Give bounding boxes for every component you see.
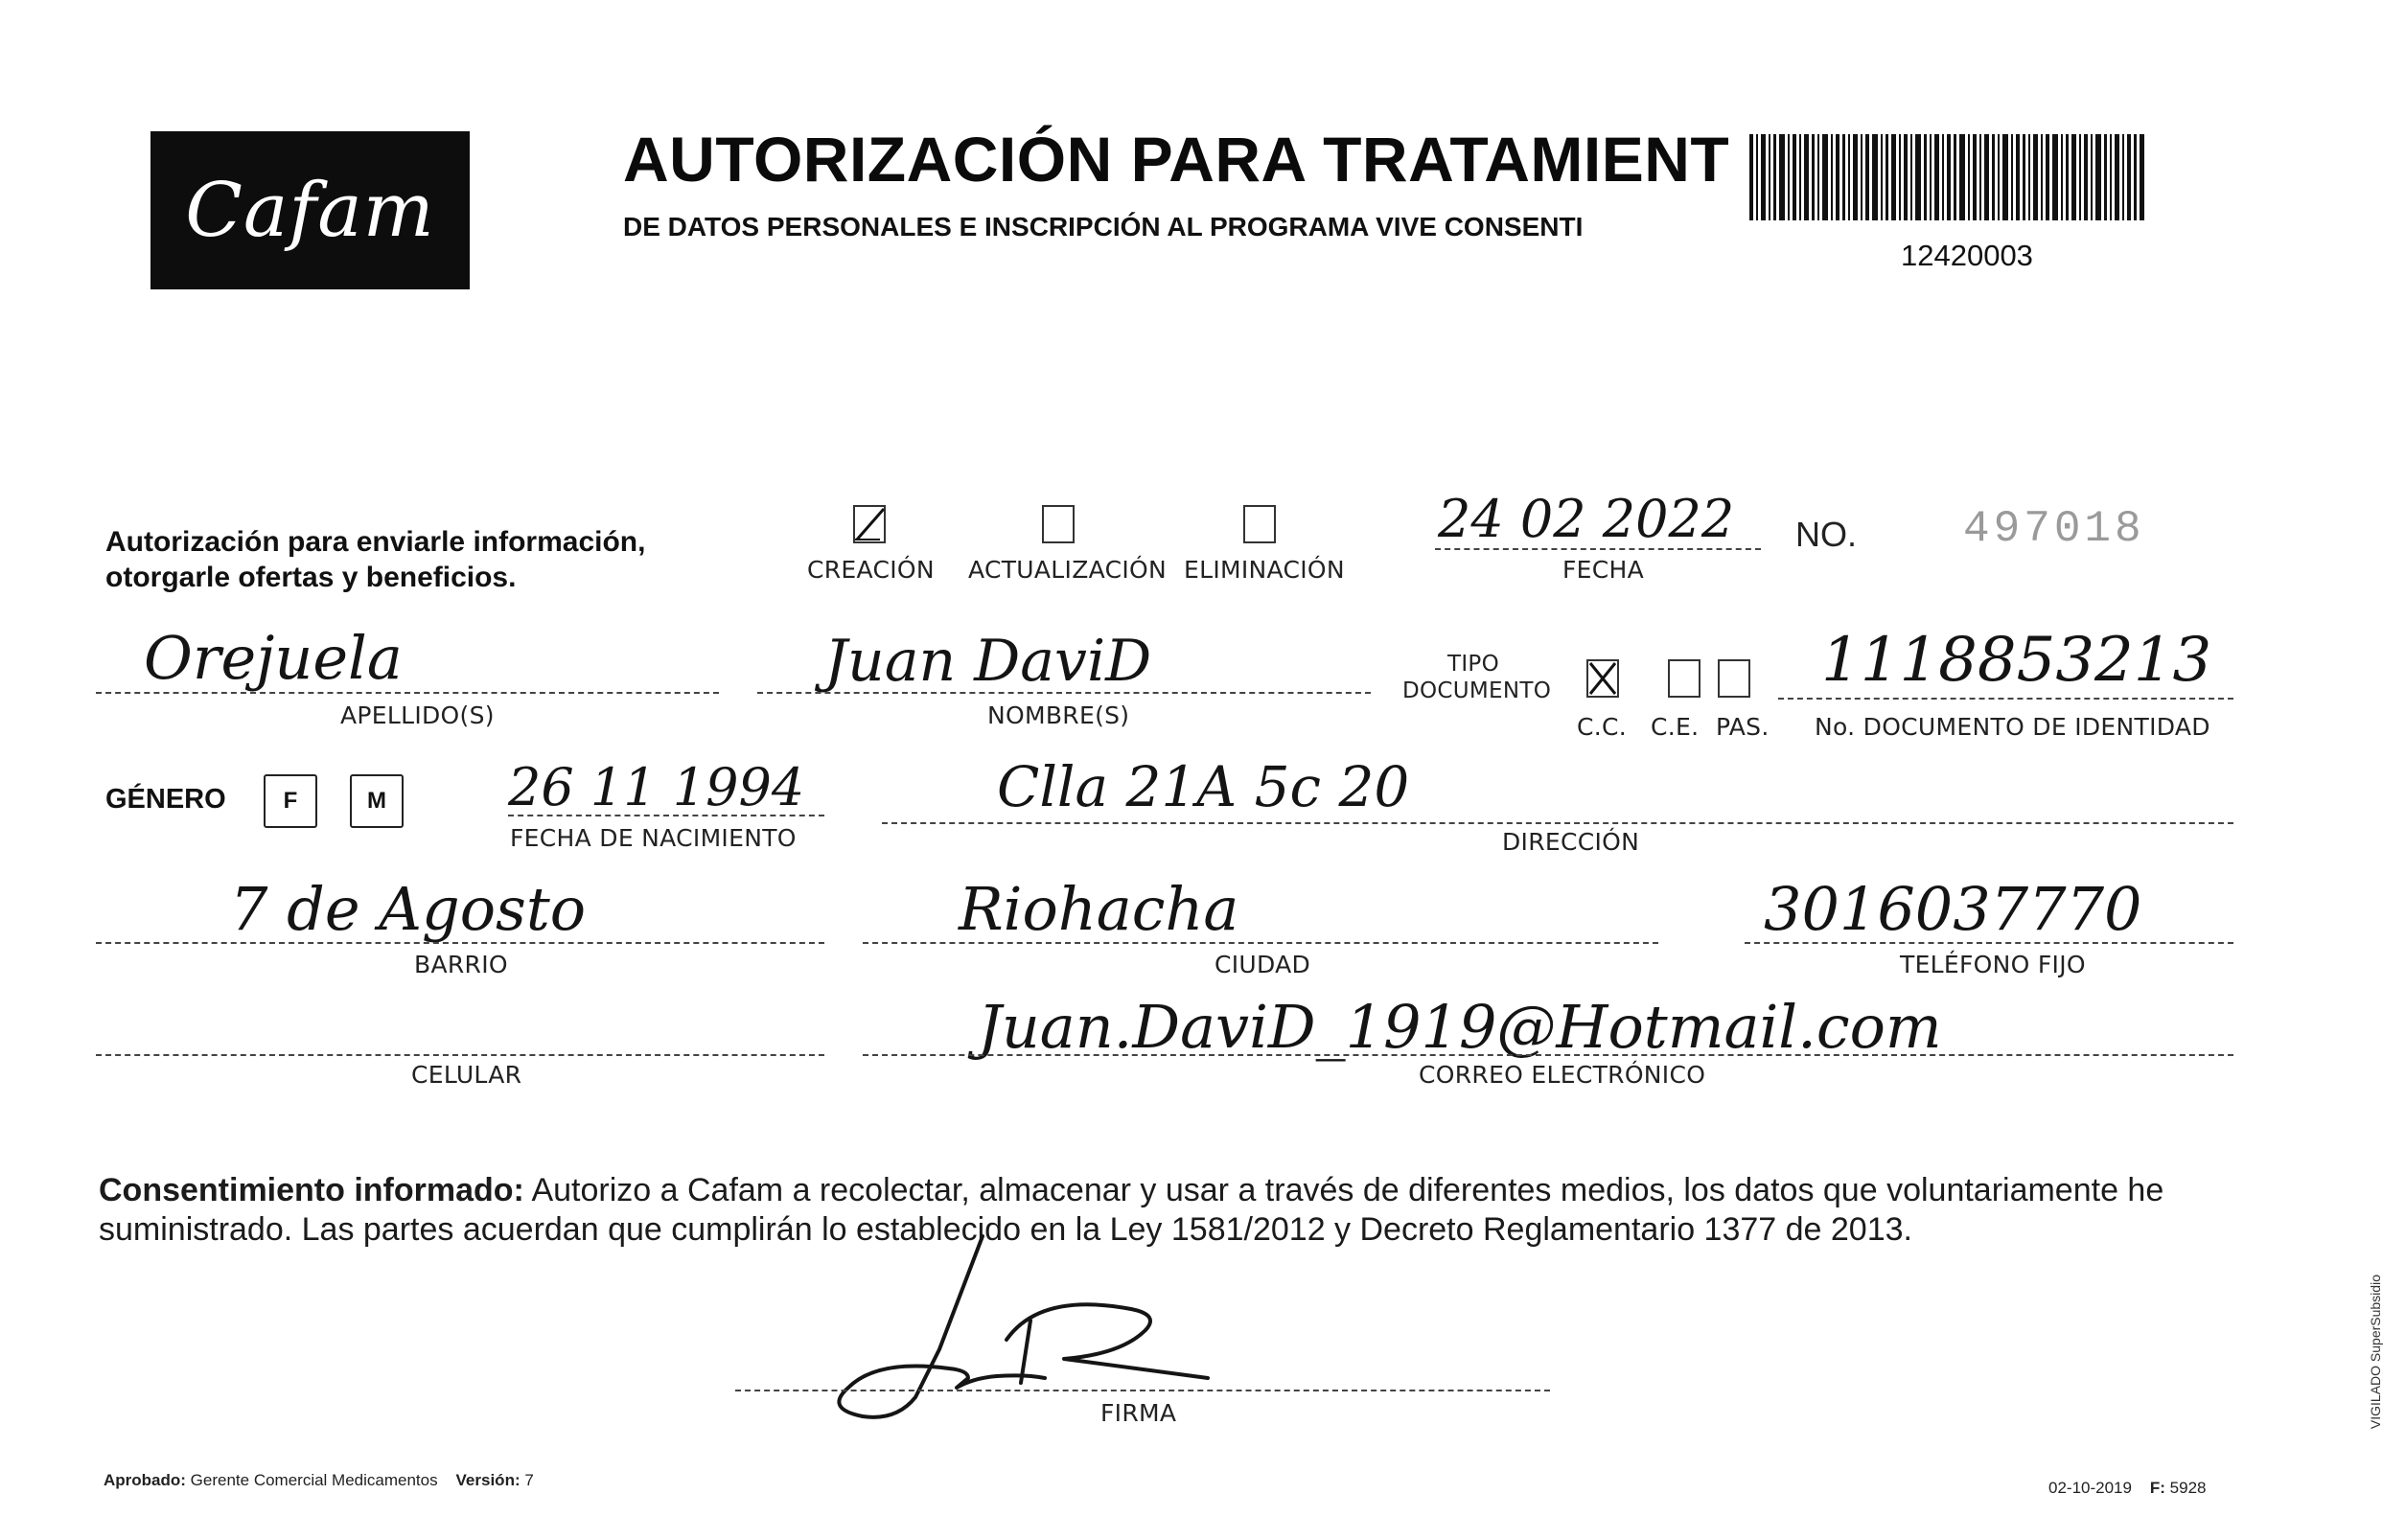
- f-value: 5928: [2169, 1479, 2207, 1497]
- consent-lead: Consentimiento informado:: [99, 1172, 524, 1208]
- city-line: [863, 942, 1658, 944]
- form-subtitle: DE DATOS PERSONALES E INSCRIPCIÓN AL PROGRAMA VIVE CONSENTI: [623, 212, 1584, 241]
- phone-label: TELÉFONO FIJO: [1900, 951, 2086, 978]
- document-number-label: No. DOCUMENTO DE IDENTIDAD: [1815, 713, 2210, 741]
- gender-label: GÉNERO: [105, 784, 226, 815]
- document-number-line: [1778, 698, 2233, 700]
- date-label: FECHA: [1562, 556, 1645, 584]
- email-label: CORREO ELECTRÓNICO: [1419, 1061, 1706, 1089]
- doc-type-cc-checkbox[interactable]: [1586, 659, 1619, 698]
- date-code: 02-10-2019: [2048, 1479, 2132, 1497]
- name-line: [757, 692, 1371, 694]
- phone-line: [1745, 942, 2233, 944]
- barcode: [1749, 134, 2144, 220]
- doc-type-pas-label: PAS.: [1716, 713, 1770, 741]
- approved-value: Gerente Comercial Medicamentos: [190, 1471, 438, 1489]
- city-label: CIUDAD: [1215, 951, 1311, 978]
- birth-date-line: [508, 815, 824, 816]
- surname-label: APELLIDO(S): [340, 701, 495, 729]
- birth-date-label: FECHA DE NACIMIENTO: [510, 824, 797, 852]
- doc-type-ce-checkbox[interactable]: [1668, 659, 1700, 698]
- email-value[interactable]: Juan.DaviD_1919@Hotmail.com: [978, 992, 1942, 1062]
- mobile-line: [96, 1054, 824, 1056]
- signature-line: [735, 1390, 1550, 1391]
- date-value[interactable]: 24 02 2022: [1438, 489, 1735, 549]
- document-number-value[interactable]: 1118853213: [1821, 625, 2212, 696]
- approval-info: [104, 1471, 534, 1490]
- f-label: F:: [2149, 1479, 2165, 1497]
- authorization-heading-line2: otorgarle ofertas y beneficios.: [105, 562, 517, 593]
- doc-type-label-1: TIPO: [1447, 652, 1500, 677]
- consent-text: Autorizo a Cafam a recolectar, almacenar y usar a través de diferentes medios, los datos que voluntariamente he suministrado. Las partes acuerdan que cumplirán lo establecido en la Ley 1581/2012 y Decreto Reglamentario 1377 de 2013.: [99, 1172, 2164, 1248]
- name-label: NOMBRE(S): [987, 701, 1130, 729]
- form-number: 497018: [1963, 504, 2145, 554]
- birth-date-value[interactable]: 26 11 1994: [508, 757, 805, 817]
- email-line: [863, 1054, 2233, 1056]
- barrio-value[interactable]: 7 de Agosto: [230, 874, 587, 944]
- gender-f-box[interactable]: F: [264, 774, 317, 828]
- no-label: NO.: [1795, 515, 1858, 554]
- address-label: DIRECCIÓN: [1502, 828, 1640, 856]
- form-code: [2048, 1479, 2206, 1498]
- address-line: [882, 822, 2233, 824]
- address-value[interactable]: Clla 21A 5c 20: [997, 754, 1410, 819]
- barrio-label: BARRIO: [414, 951, 508, 978]
- actualizacion-label: ACTUALIZACIÓN: [968, 556, 1167, 584]
- form-title: AUTORIZACIÓN PARA TRATAMIENT: [623, 124, 1730, 195]
- authorization-heading-line1: Autorización para enviarle información,: [105, 526, 646, 558]
- vigilado-supersubsidio-text: VIGILADO SuperSubsidio: [2368, 1275, 2383, 1430]
- signature-label: FIRMA: [1100, 1399, 1177, 1427]
- version-label: Versión:: [455, 1471, 521, 1489]
- city-value[interactable]: Riohacha: [959, 874, 1239, 944]
- eliminacion-label: ELIMINACIÓN: [1184, 556, 1345, 584]
- surname-line: [96, 692, 719, 694]
- logo-text: Cafam: [185, 167, 435, 254]
- mobile-label: CELULAR: [411, 1061, 522, 1089]
- cafam-logo: [150, 131, 470, 289]
- authorization-heading: [105, 524, 645, 595]
- eliminacion-checkbox[interactable]: [1243, 505, 1276, 543]
- doc-type-label-2: DOCUMENTO: [1402, 678, 1552, 703]
- creacion-label: CREACIÓN: [807, 556, 935, 584]
- approved-label: Aprobado:: [104, 1471, 186, 1489]
- name-value[interactable]: Juan DaviD: [824, 628, 1152, 695]
- signature: [805, 1234, 1208, 1426]
- doc-type-cc-label: C.C.: [1577, 713, 1628, 741]
- creacion-checkbox[interactable]: [853, 505, 886, 543]
- phone-value[interactable]: 3016037770: [1764, 874, 2142, 944]
- date-line: [1435, 548, 1761, 550]
- version-value: 7: [524, 1471, 534, 1489]
- doc-type-pas-checkbox[interactable]: [1718, 659, 1750, 698]
- barrio-line: [96, 942, 824, 944]
- gender-m-box[interactable]: M: [350, 774, 404, 828]
- surname-value[interactable]: Orejuela: [144, 623, 403, 693]
- actualizacion-checkbox[interactable]: [1042, 505, 1075, 543]
- barcode-number: 12420003: [1901, 239, 2033, 272]
- doc-type-ce-label: C.E.: [1651, 713, 1700, 741]
